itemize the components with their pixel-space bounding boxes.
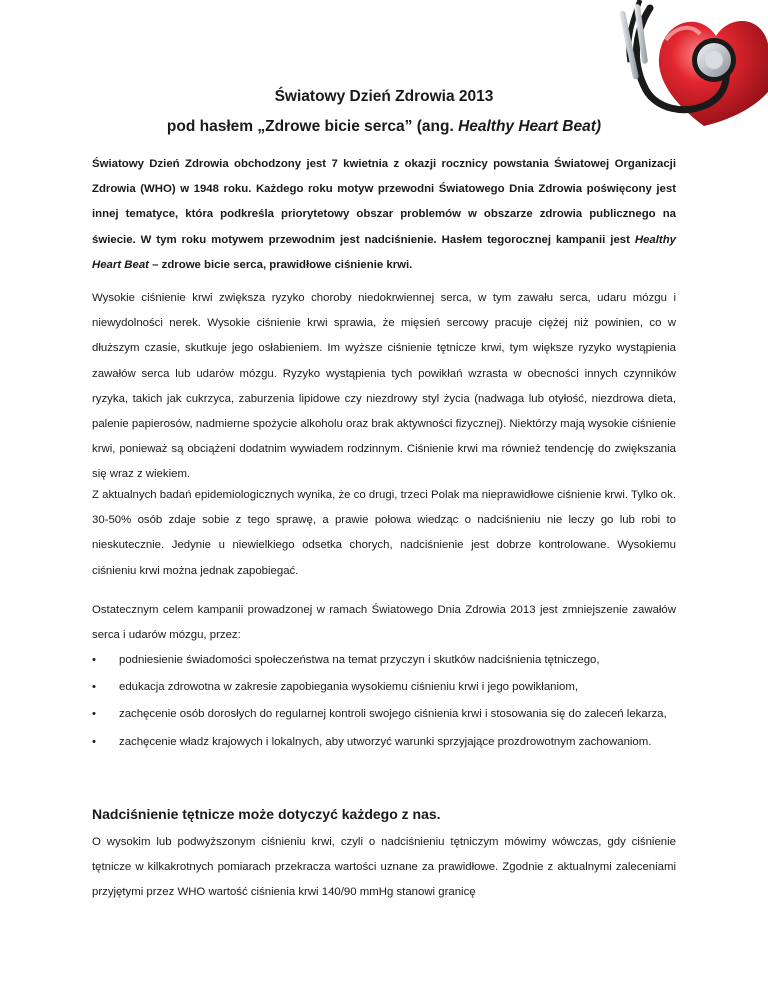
list-item xyxy=(92,648,676,673)
intro-paragraph xyxy=(92,152,676,278)
bullet-icon: • xyxy=(92,735,96,748)
list-item xyxy=(92,702,676,727)
risk-paragraph: Wysokie ciśnienie krwi zwiększa ryzyko choroby niedokrwiennej serca, w tym zawału serca, udaru mózgu i niewydolności nerek. Wysokie ciśnienie krwi sprawia, że mięsień sercowy pracuje ciężej niż powinien, co w dłuższym czasie, skutkuje jego osłabieniem. Im wyższe ciśnienie tętnicze krwi, tym większe ryzyko wystąpienia zawałów serca lub udarów mózgu. Ryzyko wystąpienia tych powikłań wzrasta w obecności innych czynników ryzyka, takich jak cukrzyca, zaburzenia lipidowe czy niezdrowy styl życia (nadwaga lub otyłość, niezdrowa dieta, palenie papierosów, nadmierne spożycie alkoholu oraz brak aktywności fizycznej). Niektórzy mają wysokie ciśnienie krwi, ponieważ są obciążeni dodatnim wywiadem rodzinnym. Ciśnienie krwi ma również tendencję do zwiększania się wraz z wiekiem. xyxy=(92,292,676,481)
intro-tail: – zdrowe bicie serca, prawidłowe ciśnienie krwi. xyxy=(148,258,413,271)
page-subtitle xyxy=(0,118,768,136)
epidemiology-paragraph: Z aktualnych badań epidemiologicznych wynika, że co drugi, trzeci Polak ma nieprawidłowe ciśnienie krwi. Tylko ok. 30-50% osób zdaje sobie z tego sprawę, a prawie połowa wiedząc o nadciśnieniu nie leczy go lub robi to nieskutecznie. Jedynie u niewielkiego odsetka chorych, nadciśnienie jest dobrze kontrolowane. Wysokiemu ciśnieniu krwi można jednak zapobiegać. xyxy=(92,489,676,577)
subtitle-english: Healthy Heart Beat) xyxy=(458,118,602,135)
campaign-goal-paragraph: Ostatecznym celem kampanii prowadzonej w ramach Światowego Dnia Zdrowia 2013 jest zmniejszenie zawałów serca i udarów mózgu, przez: xyxy=(92,604,676,642)
bullet-icon: • xyxy=(92,681,96,694)
page-title: Światowy Dzień Zdrowia 2013 xyxy=(274,88,494,105)
section-heading: Nadciśnienie tętnicze może dotyczyć każdego z nas. xyxy=(92,806,441,822)
goal-list xyxy=(92,648,676,757)
intro-slogan: Healthy Heart Beat xyxy=(92,233,676,271)
list-item xyxy=(92,675,676,700)
list-item-text: zachęcenie władz krajowych i lokalnych, aby utworzyć warunki sprzyjające prozdrowotnym zachowaniom. xyxy=(119,735,652,748)
definition-paragraph: O wysokim lub podwyższonym ciśnieniu krwi, czyli o nadciśnieniu tętniczym mówimy wówczas, gdy ciśnienie tętnicze w kilkakrotnych pomiarach przekracza wartości uznane za prawidłowe. Zgodnie z aktualnymi zaleceniami przyjętymi przez WHO wartość ciśnienia krwi 140/90 mmHg stanowi granicę xyxy=(92,836,676,899)
list-item-text: zachęcenie osób dorosłych do regularnej kontroli swojego ciśnienia krwi i stosowania się do zaleceń lekarza, xyxy=(119,708,667,721)
subtitle-prefix: pod hasłem „Zdrowe bicie serca” (ang. xyxy=(166,118,459,135)
bullet-icon: • xyxy=(92,708,96,721)
list-item-text: edukacja zdrowotna w zakresie zapobiegania wysokiemu ciśnieniu krwi i jego powikłaniom, xyxy=(119,681,579,694)
list-item xyxy=(92,730,676,755)
list-item-text: podniesienie świadomości społeczeństwa na temat przyczyn i skutków nadciśnienia tętniczego, xyxy=(119,654,600,666)
intro-text: Światowy Dzień Zdrowia obchodzony jest 7 kwietnia z okazji rocznicy powstania Światowej Organizacji Zdrowia (WHO) w 1948 roku. Każdego roku motyw przewodni Światowego Dnia Zdrowia poświęcony jest innej tematyce, która podkreśla priorytetowy obszar problemów w obszarze zdrowia publicznego na świecie. W tym roku motywem przewodnim jest nadciśnienie. Hasłem tegorocznej kampanii jest xyxy=(92,158,676,246)
bullet-icon: • xyxy=(92,654,96,666)
